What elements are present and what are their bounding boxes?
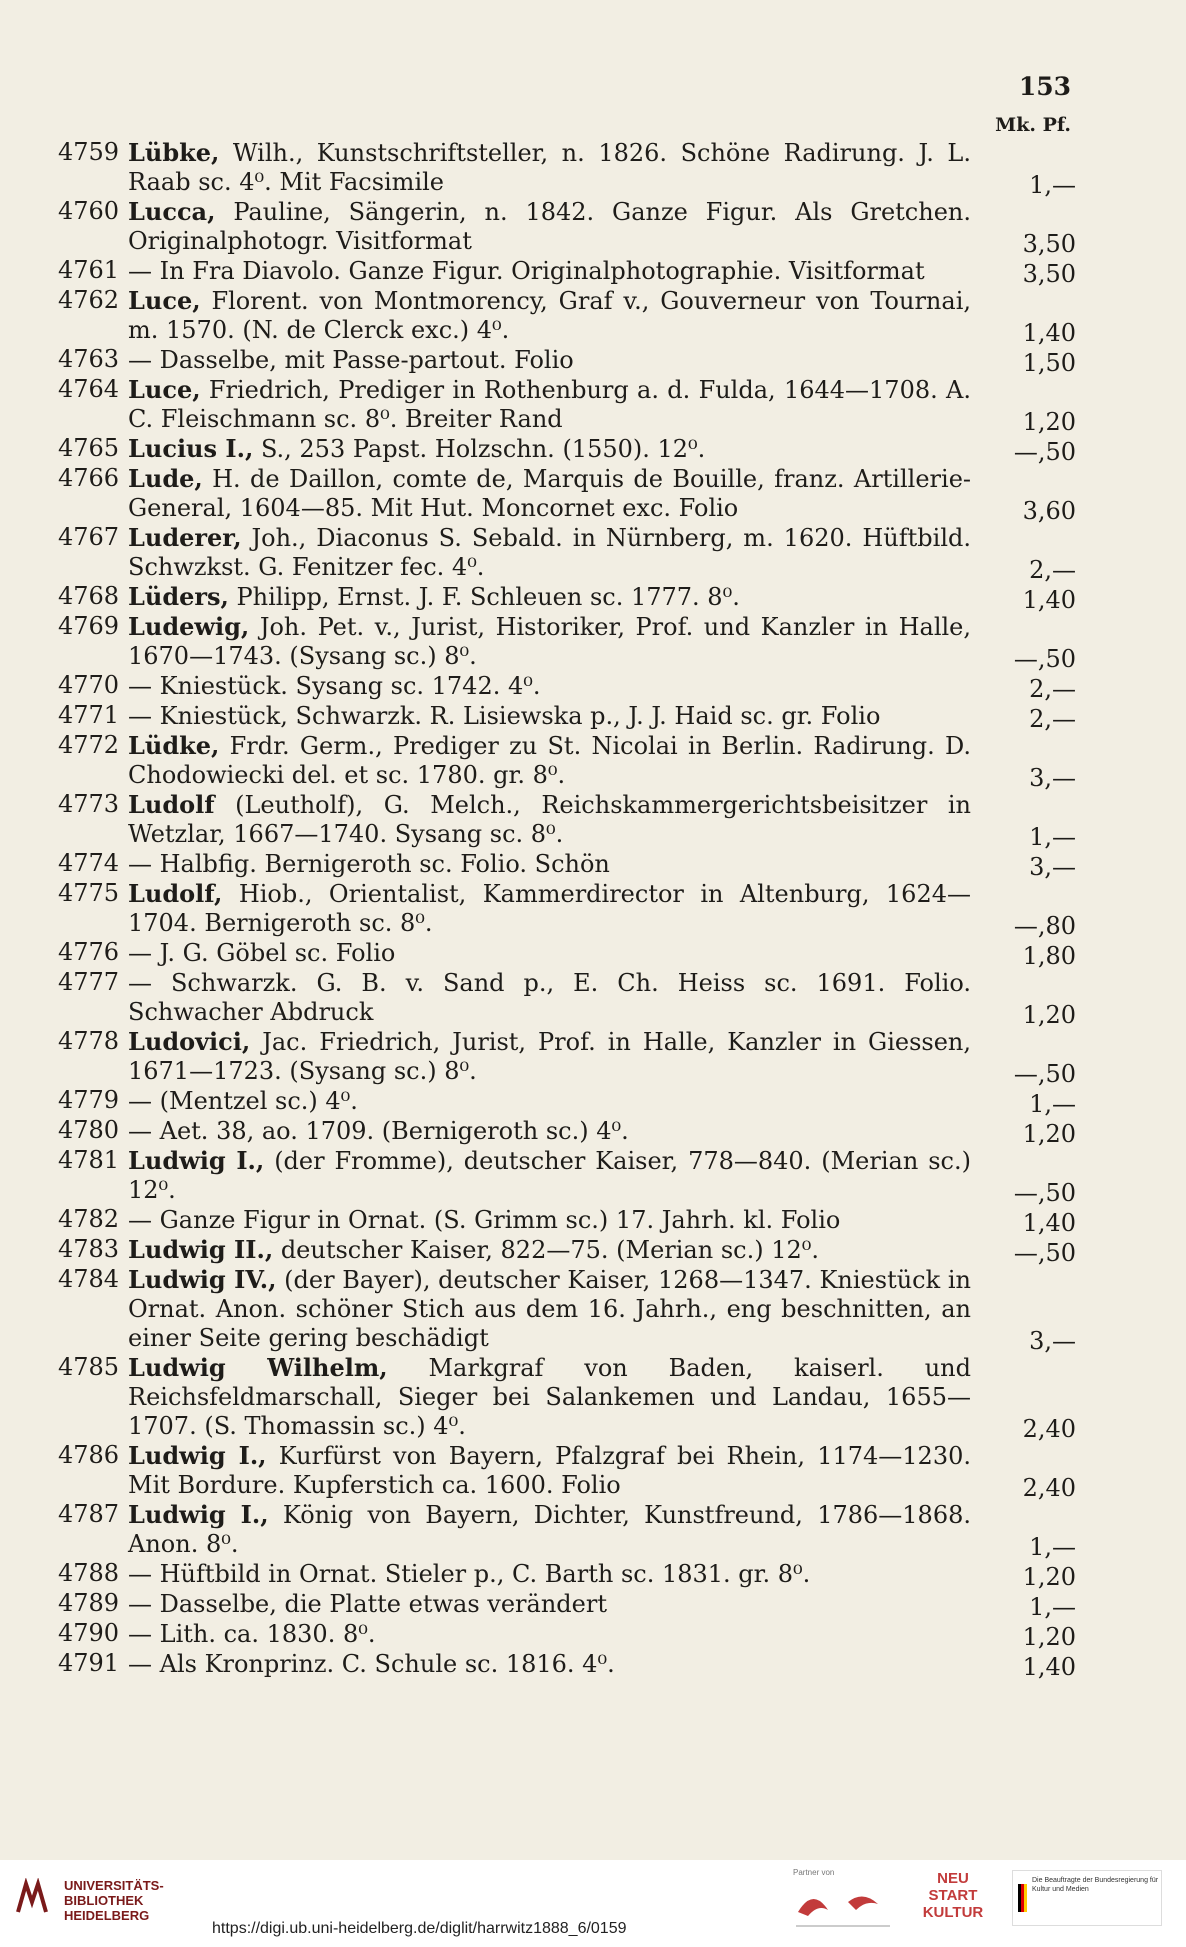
entry-description	[128, 523, 971, 582]
neustart-kultur-logo	[922, 1870, 984, 1921]
entry-number: 4769	[58, 612, 120, 640]
entry-price: 1,—	[1029, 171, 1076, 199]
entry-description	[128, 286, 971, 345]
entry-number: 4772	[58, 731, 120, 759]
entry-price: 3,—	[1029, 1327, 1076, 1355]
entry-text: Frdr. Germ., Prediger zu St. Nicolai in Berlin. Radirung. D. Chodowiecki del. et sc. 1780. gr. 8⁰.	[128, 732, 971, 789]
entry-price: 1,40	[1022, 319, 1076, 347]
entry-description	[128, 671, 971, 701]
entry-description	[128, 1086, 971, 1116]
entry-price: —,50	[1013, 1060, 1076, 1088]
university-library-logo-icon	[14, 1878, 54, 1918]
entry-price: 1,—	[1029, 1593, 1076, 1621]
entry-description	[128, 1559, 971, 1589]
entry-number: 4779	[58, 1086, 120, 1114]
entry-description	[128, 1116, 971, 1146]
entry-number: 4759	[58, 138, 120, 166]
entry-number: 4765	[58, 434, 120, 462]
entry-name: Ludwig Wilhelm,	[128, 1353, 388, 1382]
entry-price: 1,80	[1022, 942, 1076, 970]
entry-description	[128, 1027, 971, 1086]
entry-price: 2,—	[1029, 675, 1076, 703]
entry-name: Luderer,	[128, 523, 242, 552]
entry-description	[128, 612, 971, 671]
entry-description	[128, 1265, 971, 1353]
catalog-entry	[58, 1649, 1076, 1679]
entry-name: Ludovici,	[128, 1027, 251, 1056]
entry-description	[128, 731, 971, 790]
entry-number: 4773	[58, 790, 120, 818]
entry-price: 2,—	[1029, 705, 1076, 733]
catalog-entry	[58, 197, 1076, 256]
entry-price: 1,40	[1022, 1209, 1076, 1237]
entry-name: Ludwig II.,	[128, 1235, 274, 1264]
catalog-entry	[58, 1086, 1076, 1116]
entry-text: Pauline, Sängerin, n. 1842. Ganze Figur. Als Gretchen. Originalphotogr. Visitformat	[128, 198, 971, 255]
entry-number: 4768	[58, 582, 120, 610]
entry-price: 1,—	[1029, 823, 1076, 851]
catalog-entry	[58, 1441, 1076, 1500]
entry-description	[128, 434, 971, 464]
entry-price: 1,50	[1022, 349, 1076, 377]
entry-description	[128, 1205, 971, 1235]
entry-number: 4764	[58, 375, 120, 403]
entry-name: Ludolf	[128, 790, 215, 819]
entry-number: 4763	[58, 345, 120, 373]
entry-description	[128, 1146, 971, 1205]
catalog-entry	[58, 968, 1076, 1027]
catalog-entry	[58, 701, 1076, 731]
entry-text: H. de Daillon, comte de, Marquis de Bouille, franz. Artillerie-General, 1604—85. Mit Hut. Moncornet exc. Folio	[128, 465, 971, 522]
entry-number: 4778	[58, 1027, 120, 1055]
currency-header: Mk. Pf.	[995, 114, 1071, 136]
entry-number: 4783	[58, 1235, 120, 1263]
entry-price: 1,40	[1022, 1653, 1076, 1681]
entry-name: Lüdke,	[128, 731, 220, 760]
entry-text: — Dasselbe, die Platte etwas verändert	[128, 1590, 607, 1618]
library-name-line1: UNIVERSITÄTS-	[64, 1878, 164, 1893]
catalog-entry	[58, 849, 1076, 879]
catalog-entry	[58, 1619, 1076, 1649]
entry-number: 4771	[58, 701, 120, 729]
entry-price: —,50	[1013, 1239, 1076, 1267]
entry-price: —,80	[1013, 912, 1076, 940]
start-label: START	[928, 1887, 978, 1904]
entry-description	[128, 1589, 971, 1619]
entry-number: 4767	[58, 523, 120, 551]
entry-number: 4762	[58, 286, 120, 314]
entry-text: Kurfürst von Bayern, Pfalzgraf bei Rhein, 1174—1230. Mit Bordure. Kupferstich ca. 1600. Folio	[128, 1442, 971, 1499]
entry-description	[128, 345, 971, 375]
entry-text: S., 253 Papst. Holzschn. (1550). 12⁰.	[253, 435, 706, 463]
catalog-entry	[58, 256, 1076, 286]
catalog-entry	[58, 464, 1076, 523]
entry-price: 2,40	[1022, 1415, 1076, 1443]
entry-text: Jac. Friedrich, Jurist, Prof. in Halle, Kanzler in Giessen, 1671—1723. (Sysang sc.) 8⁰.	[128, 1028, 971, 1085]
entry-description	[128, 1441, 971, 1500]
entry-description	[128, 849, 971, 879]
entry-price: 1,20	[1022, 1120, 1076, 1148]
catalog-entry	[58, 1235, 1076, 1265]
entry-text: — (Mentzel sc.) 4⁰.	[128, 1087, 358, 1115]
partner-label: Partner von	[793, 1868, 835, 1877]
entry-number: 4770	[58, 671, 120, 699]
entry-text: Joh., Diaconus S. Sebald. in Nürnberg, m. 1620. Hüftbild. Schwzkst. G. Fenitzer fec. 4⁰.	[128, 524, 971, 581]
entry-price: 2,40	[1022, 1474, 1076, 1502]
entry-number: 4775	[58, 879, 120, 907]
entry-description	[128, 1649, 971, 1679]
entry-text: Wilh., Kunstschriftsteller, n. 1826. Schöne Radirung. J. L. Raab sc. 4⁰. Mit Facsimile	[128, 139, 971, 196]
entry-number: 4785	[58, 1353, 120, 1381]
entry-number: 4786	[58, 1441, 120, 1469]
catalog-entry	[58, 1116, 1076, 1146]
library-name	[64, 1878, 164, 1923]
entry-price: 1,20	[1022, 1001, 1076, 1029]
entry-name: Lude,	[128, 464, 203, 493]
entry-description	[128, 582, 971, 612]
entry-price: 1,20	[1022, 1563, 1076, 1591]
entry-description	[128, 938, 971, 968]
entry-name: Ludwig IV.,	[128, 1265, 277, 1294]
entry-name: Ludwig I.,	[128, 1146, 265, 1175]
catalog-entry	[58, 731, 1076, 790]
entry-description	[128, 1619, 971, 1649]
entry-description	[128, 197, 971, 256]
catalog-entries	[58, 138, 1076, 1679]
entry-number: 4761	[58, 256, 120, 284]
catalog-entry	[58, 790, 1076, 849]
entry-price: 3,50	[1022, 230, 1076, 258]
entry-name: Ludewig,	[128, 612, 250, 641]
entry-name: Ludolf,	[128, 879, 223, 908]
catalog-entry	[58, 1353, 1076, 1441]
entry-number: 4789	[58, 1589, 120, 1617]
entry-description	[128, 790, 971, 849]
catalog-entry	[58, 286, 1076, 345]
entry-price: —,50	[1013, 645, 1076, 673]
entry-number: 4777	[58, 968, 120, 996]
entry-text: König von Bayern, Dichter, Kunstfreund, 1786—1868. Anon. 8⁰.	[128, 1501, 971, 1558]
entry-text: — Dasselbe, mit Passe-partout. Folio	[128, 346, 574, 374]
entry-text: deutscher Kaiser, 822—75. (Merian sc.) 12⁰.	[273, 1236, 819, 1264]
entry-name: Luce,	[128, 375, 201, 404]
entry-number: 4766	[58, 464, 120, 492]
entry-price: 3,50	[1022, 260, 1076, 288]
entry-price: 3,60	[1022, 497, 1076, 525]
entry-number: 4790	[58, 1619, 120, 1647]
catalog-entry	[58, 1265, 1076, 1353]
entry-text: Florent. von Montmorency, Graf v., Gouverneur von Tournai, m. 1570. (N. de Clerck exc.) 4⁰.	[128, 287, 971, 344]
entry-text: — Kniestück, Schwarzk. R. Lisiewska p., J. J. Haid sc. gr. Folio	[128, 702, 881, 730]
entry-name: Lucca,	[128, 197, 216, 226]
entry-description	[128, 1353, 971, 1441]
entry-name: Lübke,	[128, 138, 220, 167]
entry-description	[128, 375, 971, 434]
entry-text: Philipp, Ernst. J. F. Schleuen sc. 1777. 8⁰.	[228, 583, 740, 611]
entry-name: Lucius I.,	[128, 434, 254, 463]
entry-text: — Halbfig. Bernigeroth sc. Folio. Schön	[128, 850, 610, 878]
entry-description	[128, 1235, 971, 1265]
entry-text: — Aet. 38, ao. 1709. (Bernigeroth sc.) 4⁰.	[128, 1117, 629, 1145]
catalog-entry	[58, 1205, 1076, 1235]
entry-description	[128, 879, 971, 938]
kultur-label: KULTUR	[922, 1904, 984, 1921]
entry-price: 3,—	[1029, 764, 1076, 792]
entry-text: (der Fromme), deutscher Kaiser, 778—840. (Merian sc.) 12⁰.	[128, 1147, 971, 1204]
catalog-entry	[58, 434, 1076, 464]
entry-name: Luce,	[128, 286, 201, 315]
entry-text: Hiob., Orientalist, Kammerdirector in Altenburg, 1624—1704. Bernigeroth sc. 8⁰.	[128, 880, 971, 937]
entry-number: 4784	[58, 1265, 120, 1293]
entry-text: — Hüftbild in Ornat. Stieler p., C. Barth sc. 1831. gr. 8⁰.	[128, 1560, 811, 1588]
catalog-entry	[58, 1146, 1076, 1205]
partner-bird-logo-icon	[788, 1882, 898, 1932]
entry-number: 4788	[58, 1559, 120, 1587]
catalog-entry	[58, 523, 1076, 582]
bund-text: Die Beauftragte der Bundesregierung für Kultur und Medien	[1032, 1877, 1159, 1893]
entry-number: 4791	[58, 1649, 120, 1677]
entry-price: 1,40	[1022, 586, 1076, 614]
catalog-entry	[58, 375, 1076, 434]
footer-bar	[0, 1860, 1186, 1947]
catalog-entry	[58, 1500, 1076, 1559]
entry-description	[128, 701, 971, 731]
entry-text: (der Bayer), deutscher Kaiser, 1268—1347. Kniestück in Ornat. Anon. schöner Stich aus dem 16. Jahrh., eng beschnitten, an einer Seite gering beschädigt	[128, 1266, 971, 1352]
neu-label: NEU	[937, 1870, 969, 1887]
catalog-entry	[58, 1559, 1076, 1589]
entry-price: 1,20	[1022, 408, 1076, 436]
entry-description	[128, 138, 971, 197]
catalog-entry	[58, 1589, 1076, 1619]
entry-number: 4776	[58, 938, 120, 966]
entry-number: 4782	[58, 1205, 120, 1233]
library-name-line2: BIBLIOTHEK	[64, 1893, 144, 1908]
entry-name: Ludwig I.,	[128, 1500, 269, 1529]
catalog-entry	[58, 345, 1076, 375]
permalink-url[interactable]: https://digi.ub.uni-heidelberg.de/diglit/harrwitz1888_6/0159	[212, 1920, 627, 1937]
entry-text: — Schwarzk. G. B. v. Sand p., E. Ch. Heiss sc. 1691. Folio. Schwacher Abdruck	[128, 969, 971, 1026]
entry-price: 1,20	[1022, 1623, 1076, 1651]
entry-description	[128, 256, 971, 286]
entry-text: — Lith. ca. 1830. 8⁰.	[128, 1620, 376, 1648]
entry-price: 3,—	[1029, 853, 1076, 881]
entry-text: Friedrich, Prediger in Rothenburg a. d. Fulda, 1644—1708. A. C. Fleischmann sc. 8⁰. Breiter Rand	[128, 376, 971, 433]
entry-text: — Kniestück. Sysang sc. 1742. 4⁰.	[128, 672, 541, 700]
entry-text: Joh. Pet. v., Jurist, Historiker, Prof. und Kanzler in Halle, 1670—1743. (Sysang sc.) 8⁰.	[128, 613, 971, 670]
catalog-entry	[58, 938, 1076, 968]
library-name-line3: HEIDELBERG	[64, 1908, 150, 1923]
page-number: 153	[1018, 72, 1071, 101]
entry-text: — Ganze Figur in Ornat. (S. Grimm sc.) 17. Jahrh. kl. Folio	[128, 1206, 841, 1234]
entry-number: 4787	[58, 1500, 120, 1528]
entry-text: Markgraf von Baden, kaiserl. und Reichsfeldmarschall, Sieger bei Salankemen und Landau, 1655—1707. (S. Thomassin sc.) 4⁰.	[128, 1354, 972, 1440]
catalog-entry	[58, 582, 1076, 612]
entry-description	[128, 464, 971, 523]
entry-number: 4781	[58, 1146, 120, 1174]
entry-description	[128, 1500, 971, 1559]
entry-number: 4780	[58, 1116, 120, 1144]
entry-name: Lüders,	[128, 582, 229, 611]
catalog-entry	[58, 879, 1076, 938]
catalog-entry	[58, 138, 1076, 197]
entry-price: 1,—	[1029, 1090, 1076, 1118]
entry-price: —,50	[1013, 1179, 1076, 1207]
entry-price: —,50	[1013, 438, 1076, 466]
entry-number: 4774	[58, 849, 120, 877]
entry-text: — Als Kronprinz. C. Schule sc. 1816. 4⁰.	[128, 1650, 615, 1678]
entry-name: Ludwig I.,	[128, 1441, 267, 1470]
entry-text: (Leutholf), G. Melch., Reichskammergerichtsbeisitzer in Wetzlar, 1667—1740. Sysang sc. 8⁰.	[128, 791, 971, 848]
catalog-entry	[58, 1027, 1076, 1086]
catalog-entry	[58, 612, 1076, 671]
catalog-entry	[58, 671, 1076, 701]
entry-number: 4760	[58, 197, 120, 225]
entry-description	[128, 968, 971, 1027]
entry-price: 1,—	[1029, 1533, 1076, 1561]
entry-text: — In Fra Diavolo. Ganze Figur. Originalphotographie. Visitformat	[128, 257, 925, 285]
entry-price: 2,—	[1029, 556, 1076, 584]
entry-text: — J. G. Göbel sc. Folio	[128, 939, 396, 967]
